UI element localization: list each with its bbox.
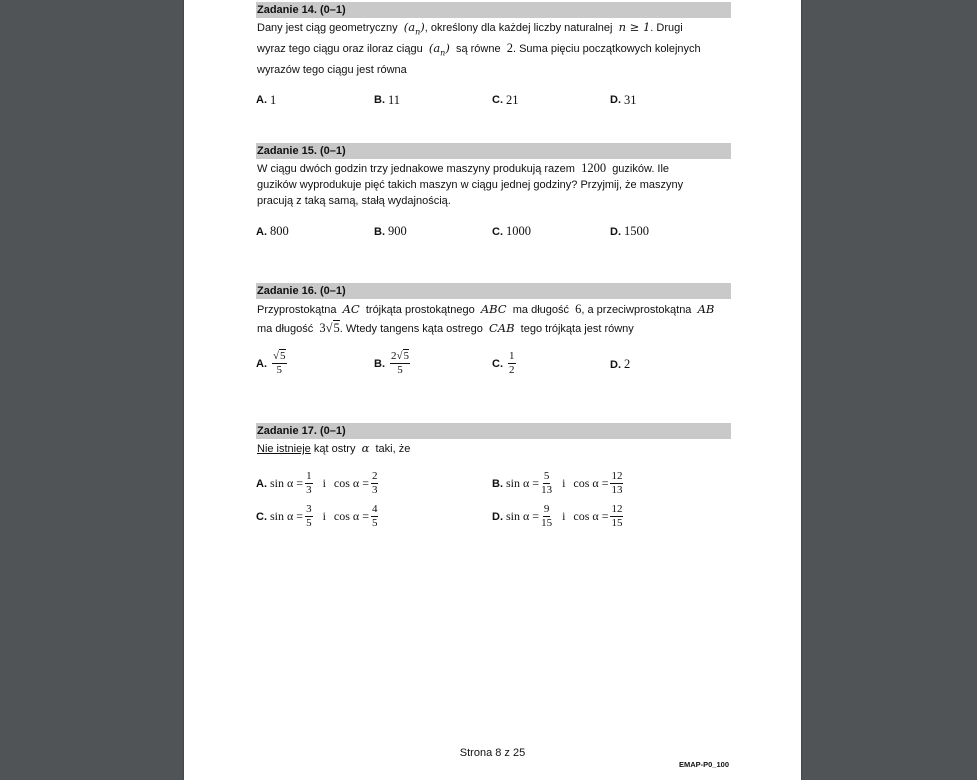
task-14-answers <box>256 93 731 123</box>
task-16-text: Przyprostokątna AC trójkąta prostokątnego ABC ma długość 6, a przeciwprostokątna AB ma długość 3√5. Wtedy tangens kąta ostrego CAB tego trójkąta jest równy <box>257 302 715 335</box>
answer-c[interactable]: C. 21 <box>492 92 519 107</box>
task-17-header: Zadanie 17. (0–1) <box>256 423 731 439</box>
answer-a[interactable]: A. 800 <box>256 224 289 238</box>
answer-b[interactable]: B. $\frac{2√5}{5}$ <box>374 350 410 376</box>
answer-a[interactable]: A. 1 <box>256 92 277 107</box>
task-16-header: Zadanie 16. (0–1) <box>256 283 731 299</box>
document-page <box>184 0 801 780</box>
answer-a[interactable]: A. $\frac{√5}{5}$ <box>256 350 286 376</box>
task-16-answers <box>256 351 731 385</box>
task-15 <box>256 143 731 254</box>
document-code: EMAP-P0_100 <box>678 760 729 769</box>
task-15-text: W ciągu dwóch godzin trzy jednakowe maszyny produkują razem 1200 guzików. Ile guzików wyprodukuje pięć takich maszyn w ciągu jednej godziny? Przyjmij, że maszyny pracują z taką samą, stałą wydajnością. <box>257 161 684 207</box>
task-15-answers <box>256 224 731 254</box>
answer-c[interactable]: C. 1000 <box>492 224 531 238</box>
task-15-header: Zadanie 15. (0–1) <box>256 143 731 159</box>
task-14-text: Dany jest ciąg geometryczny $(a_n)$, określony dla każdej liczby naturalnej n ≥ 1. Drugi wyraz tego ciągu oraz iloraz ciągu $(a_n)$ są równe 2. Suma pięciu początkowych kolejnych wyrazów tego ciągu jest równa <box>257 20 701 76</box>
answer-b[interactable]: B. 900 <box>374 224 407 238</box>
task-17 <box>256 423 731 541</box>
answer-d[interactable]: D. 2 <box>610 357 631 371</box>
answer-b[interactable]: B. 11 <box>374 92 401 107</box>
task-14-header: Zadanie 14. (0–1) <box>256 2 731 18</box>
task-17-text: Nie istnieje kąt ostry α taki, że <box>257 441 411 455</box>
task-16 <box>256 283 731 385</box>
answer-c[interactable]: C. $\frac{1}{2}$ <box>492 350 515 376</box>
task-14 <box>256 2 731 123</box>
answer-d[interactable]: D. 1500 <box>610 224 649 238</box>
answer-a[interactable]: A. sin α = $\frac{1}{3}$ i cos α = $\frac{2}{3}$ <box>256 470 378 496</box>
page-number: Strona 8 z 25 <box>459 747 526 759</box>
answer-c[interactable]: C. sin α = $\frac{3}{5}$ i cos α = $\frac{4}{5}$ <box>256 503 378 529</box>
answer-d[interactable]: D. sin α = $\frac{9}{15}$ i cos α = $\frac{12}{15}$ <box>492 503 623 529</box>
answer-d[interactable]: D. 31 <box>610 92 637 107</box>
answer-b[interactable]: B. sin α = $\frac{5}{13}$ i cos α = $\frac{12}{13}$ <box>492 470 623 496</box>
task-17-answers <box>256 471 731 541</box>
